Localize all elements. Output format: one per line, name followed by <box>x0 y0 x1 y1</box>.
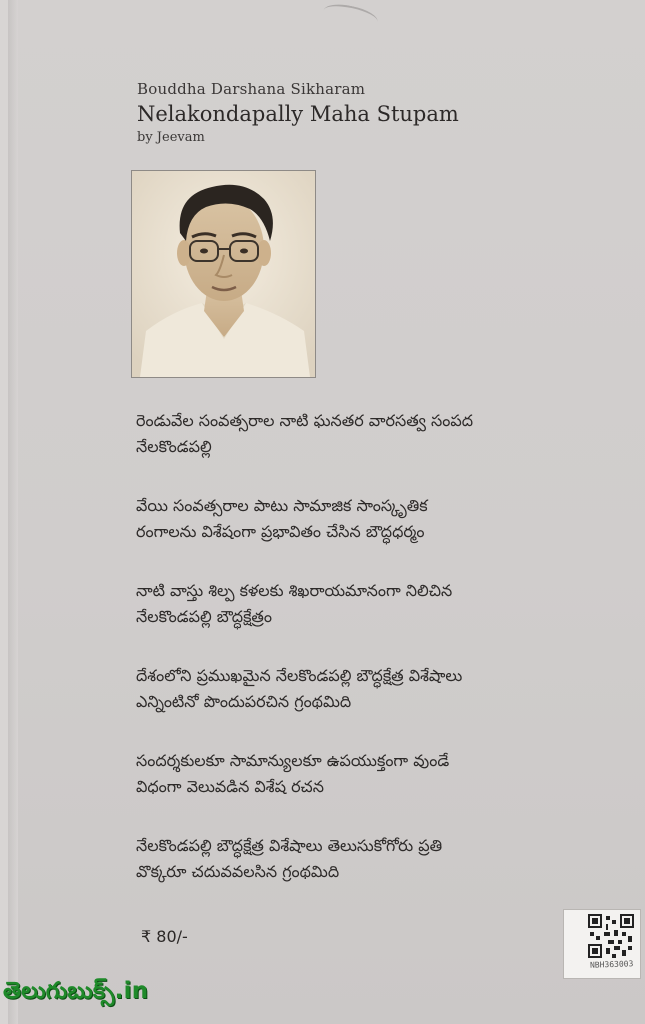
author-line: by Jeevam <box>137 130 205 145</box>
blurb-line: నేలకొండపల్లి బౌద్ధక్షేత్ర విశేషాలు తెలుసుకోగోరు ప్రతి <box>136 836 443 855</box>
site-watermark: తెలుగుబుక్స్.in <box>3 978 149 1004</box>
title-block <box>137 80 459 146</box>
blurb-line: రంగాలను విశేషంగా ప్రభావితం చేసిన బౌద్ధధర్మం <box>136 522 425 541</box>
qr-code-icon <box>588 914 634 958</box>
qr-caption: NBH363003 <box>589 959 634 970</box>
qr-sticker <box>563 909 641 979</box>
blurb-line: వొక్కరూ చదువవలసిన గ్రంథమిది <box>136 862 340 881</box>
blurb-paragraph <box>136 578 522 630</box>
blurb-line: రెండువేల సంవత్సరాల నాటి ఘనతర వారసత్వ సంపద <box>136 411 474 430</box>
author-portrait-image <box>132 171 315 377</box>
blurb-paragraph <box>136 408 522 460</box>
blurb-line: నేలకొండపల్లి <box>136 437 212 456</box>
blurb-paragraph <box>136 833 522 885</box>
author-photo <box>131 170 316 378</box>
blurb-paragraph <box>136 493 522 545</box>
blurb-line: విధంగా వెలువడిన విశేష రచన <box>136 777 324 796</box>
price-label: ₹ 80/- <box>141 927 188 946</box>
blurb-line: నేలకొండపల్లి బౌద్ధక్షేత్రం <box>136 607 272 626</box>
blurb-line: ఎన్నింటినో పొందుపరచిన గ్రంథమిది <box>136 692 352 711</box>
blurb-paragraph <box>136 663 522 715</box>
blurb-line: సందర్శకులకూ సామాన్యులకూ ఉపయుక్తంగా వుండే <box>136 751 450 770</box>
blurb-line: వేయి సంవత్సరాల పాటు సామాజిక సాంస్కృతిక <box>136 496 428 515</box>
scuff-mark <box>322 1 380 32</box>
book-title: Nelakondapally Maha Stupam <box>137 102 459 126</box>
blurb-text <box>136 408 522 918</box>
blurb-paragraph <box>136 748 522 800</box>
blurb-line: నాటి వాస్తు శిల్ప కళలకు శిఖరాయమానంగా నిలిచిన <box>136 581 453 600</box>
cover-edge <box>8 0 18 1024</box>
series-title: Bouddha Darshana Sikharam <box>137 80 366 98</box>
blurb-line: దేశంలోని ప్రముఖమైన నేలకొండపల్లి బౌద్ధక్షేత్ర విశేషాలు <box>136 666 463 685</box>
